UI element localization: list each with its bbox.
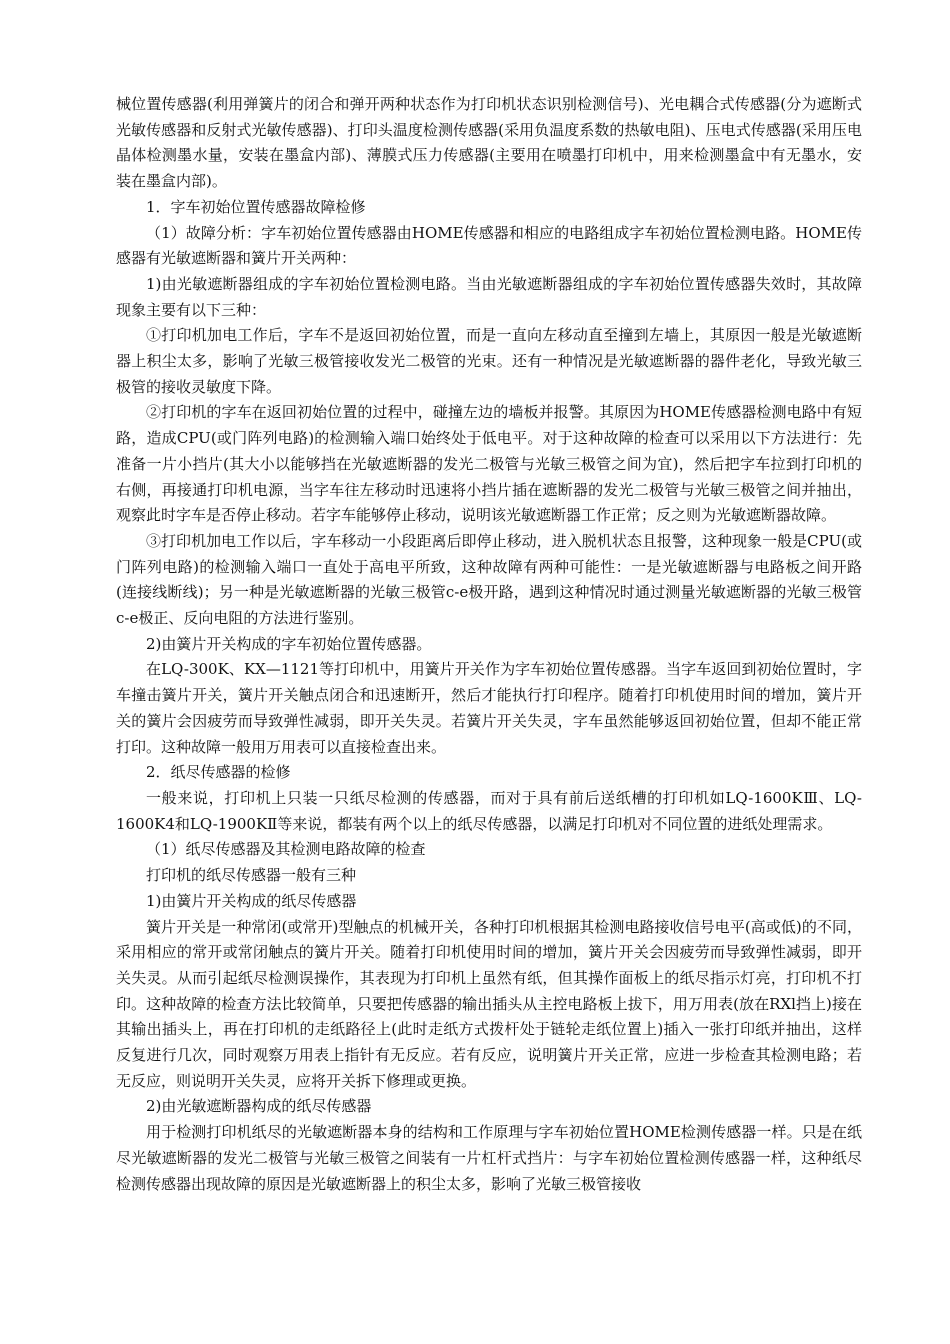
paragraph-paper-end-overview: 一般来说，打印机上只装一只纸尽检测的传感器，而对于具有前后送纸槽的打印机如LQ-1600KⅢ、LQ-1600K4和LQ-1900KⅡ等来说，都装有两个以上的纸尽传感器，以满足打印机对不同位置的进纸处理需求。: [116, 788, 862, 833]
paragraph-symptom-1: ①打印机加电工作后，字车不是返回初始位置，而是一直向左移动直至撞到左墙上，其原因一般是光敏遮断器上积尘太多，影响了光敏三极管接收发光二极管的光束。还有一种情况是光敏遮断器的器件老化，导致光敏三极管的接收灵敏度下降。: [116, 326, 862, 396]
paragraph-symptom-2: ②打印机的字车在返回初始位置的过程中，碰撞左边的墙板并报警。其原因为HOME传感器检测电路中有短路，造成CPU(或门阵列电路)的检测输入端口始终处于低电平。对于这种故障的检查可以采用以下方法进行：先准备一片小挡片(其大小以能够挡在光敏遮断器的发光二极管与光敏三极管之间为宜)，然后把字车拉到打印机的右侧，再接通打印机电源，当字车往左移动时迅速将小挡片插在遮断器的发光二极管与光敏三极管之间并抽出，观察此时字车是否停止移动。若字车能够停止移动，说明该光敏遮断器工作正常；反之则为光敏遮断器故障。: [116, 403, 862, 525]
paragraph-reed-switch-home: 在LQ-300K、KX—1121等打印机中，用簧片开关作为字车初始位置传感器。当字车返回到初始位置时，字车撞击簧片开关，簧片开关触点闭合和迅速断开，然后才能执行打印程序。随着打印机使用时间的增加，簧片开关的簧片会因疲劳而导致弹性减弱，即开关失灵。若簧片开关失灵，字车虽然能够返回初始位置，但却不能正常打印。这种故障一般用万用表可以直接检查出来。: [116, 660, 862, 756]
paragraph-symptom-3: ③打印机加电工作以后，字车移动一小段距离后即停止移动，进入脱机状态且报警，这种现象一般是CPU(或门阵列电路)的检测输入端口一直处于高电平所致，这种故障有两种可能性：一是光敏遮断器与电路板之间开路(连接线断线)；另一种是光敏遮断器的光敏三极管c-e极开路，遇到这种情况时通过测量光敏遮断器的光敏三极管c-e极正、反向电阻的方法进行鉴别。: [116, 531, 862, 628]
paragraph-fault-analysis: （1）故障分析：字车初始位置传感器由HOME传感器和相应的电路组成字车初始位置检测电路。HOME传感器有光敏遮断器和簧片开关两种：: [116, 223, 862, 268]
subheading-photo-interrupter-paper-end: 2)由光敏遮断器构成的纸尽传感器: [146, 1097, 372, 1116]
paragraph-sensor-types: 械位置传感器(利用弹簧片的闭合和弹开两种状态作为打印机状态识别检测信号)、光电耦合式传感器(分为遮断式光敏传感器和反射式光敏传感器)、打印头温度检测传感器(采用负温度系数的热敏电阻)、压电式传感器(采用压电晶体检测墨水量，安装在墨盒内部)、薄膜式压力传感器(主要用在喷墨打印机中，用来检测墨盒中有无墨水，安装在墨盒内部)。: [116, 95, 862, 191]
document-page: [116, 92, 862, 1197]
paragraph-three-types: 打印机的纸尽传感器一般有三种: [146, 866, 357, 885]
subheading-paper-end-check: （1）纸尽传感器及其检测电路故障的检查: [146, 840, 426, 859]
paragraph-reed-switch-paper-end: 簧片开关是一种常闭(或常开)型触点的机械开关，各种打印机根据其检测电路接收信号电平(高或低)的不同，采用相应的常开或常闭触点的簧片开关。随着打印机使用时间的增加，簧片开关会因疲劳而导致弹性减弱，即开关失灵。从而引起纸尽检测误操作，其表现为打印机上虽然有纸，但其操作面板上的纸尽指示灯亮，打印机不打印。这种故障的检查方法比较简单，只要把传感器的输出插头从主控电路板上拔下，用万用表(放在RXl挡上)接在其输出插头上，再在打印机的走纸路径上(此时走纸方式拨杆处于链轮走纸位置上)插入一张打印纸并抽出，这样反复进行几次，同时观察万用表上指针有无反应。若有反应，说明簧片开关正常，应进一步检查其检测电路；若无反应，则说明开关失灵，应将开关拆下修理或更换。: [116, 917, 862, 1090]
subheading-reed-switch-home-sensor: 2)由簧片开关构成的字车初始位置传感器。: [146, 634, 432, 653]
section-heading-paper-end-sensor: 2．纸尽传感器的检修: [146, 763, 291, 782]
subheading-reed-switch-paper-end: 1)由簧片开关构成的纸尽传感器: [146, 891, 357, 910]
paragraph-photo-interrupter-circuit: 1)由光敏遮断器组成的字车初始位置检测电路。当由光敏遮断器组成的字车初始位置传感器失效时，其故障现象主要有以下三种：: [116, 274, 862, 319]
section-heading-carriage-home-sensor: 1．字车初始位置传感器故障检修: [146, 197, 366, 216]
paragraph-photo-interrupter-paper-end: 用于检测打印机纸尽的光敏遮断器本身的结构和工作原理与字车初始位置HOME检测传感器一样。只是在纸尽光敏遮断器的发光二极管与光敏三极管之间装有一片杠杆式挡片：与字车初始位置检测传感器一样，这种纸尽检测传感器出现故障的原因是光敏遮断器上的积尘太多，影响了光敏三极管接收: [116, 1123, 862, 1193]
